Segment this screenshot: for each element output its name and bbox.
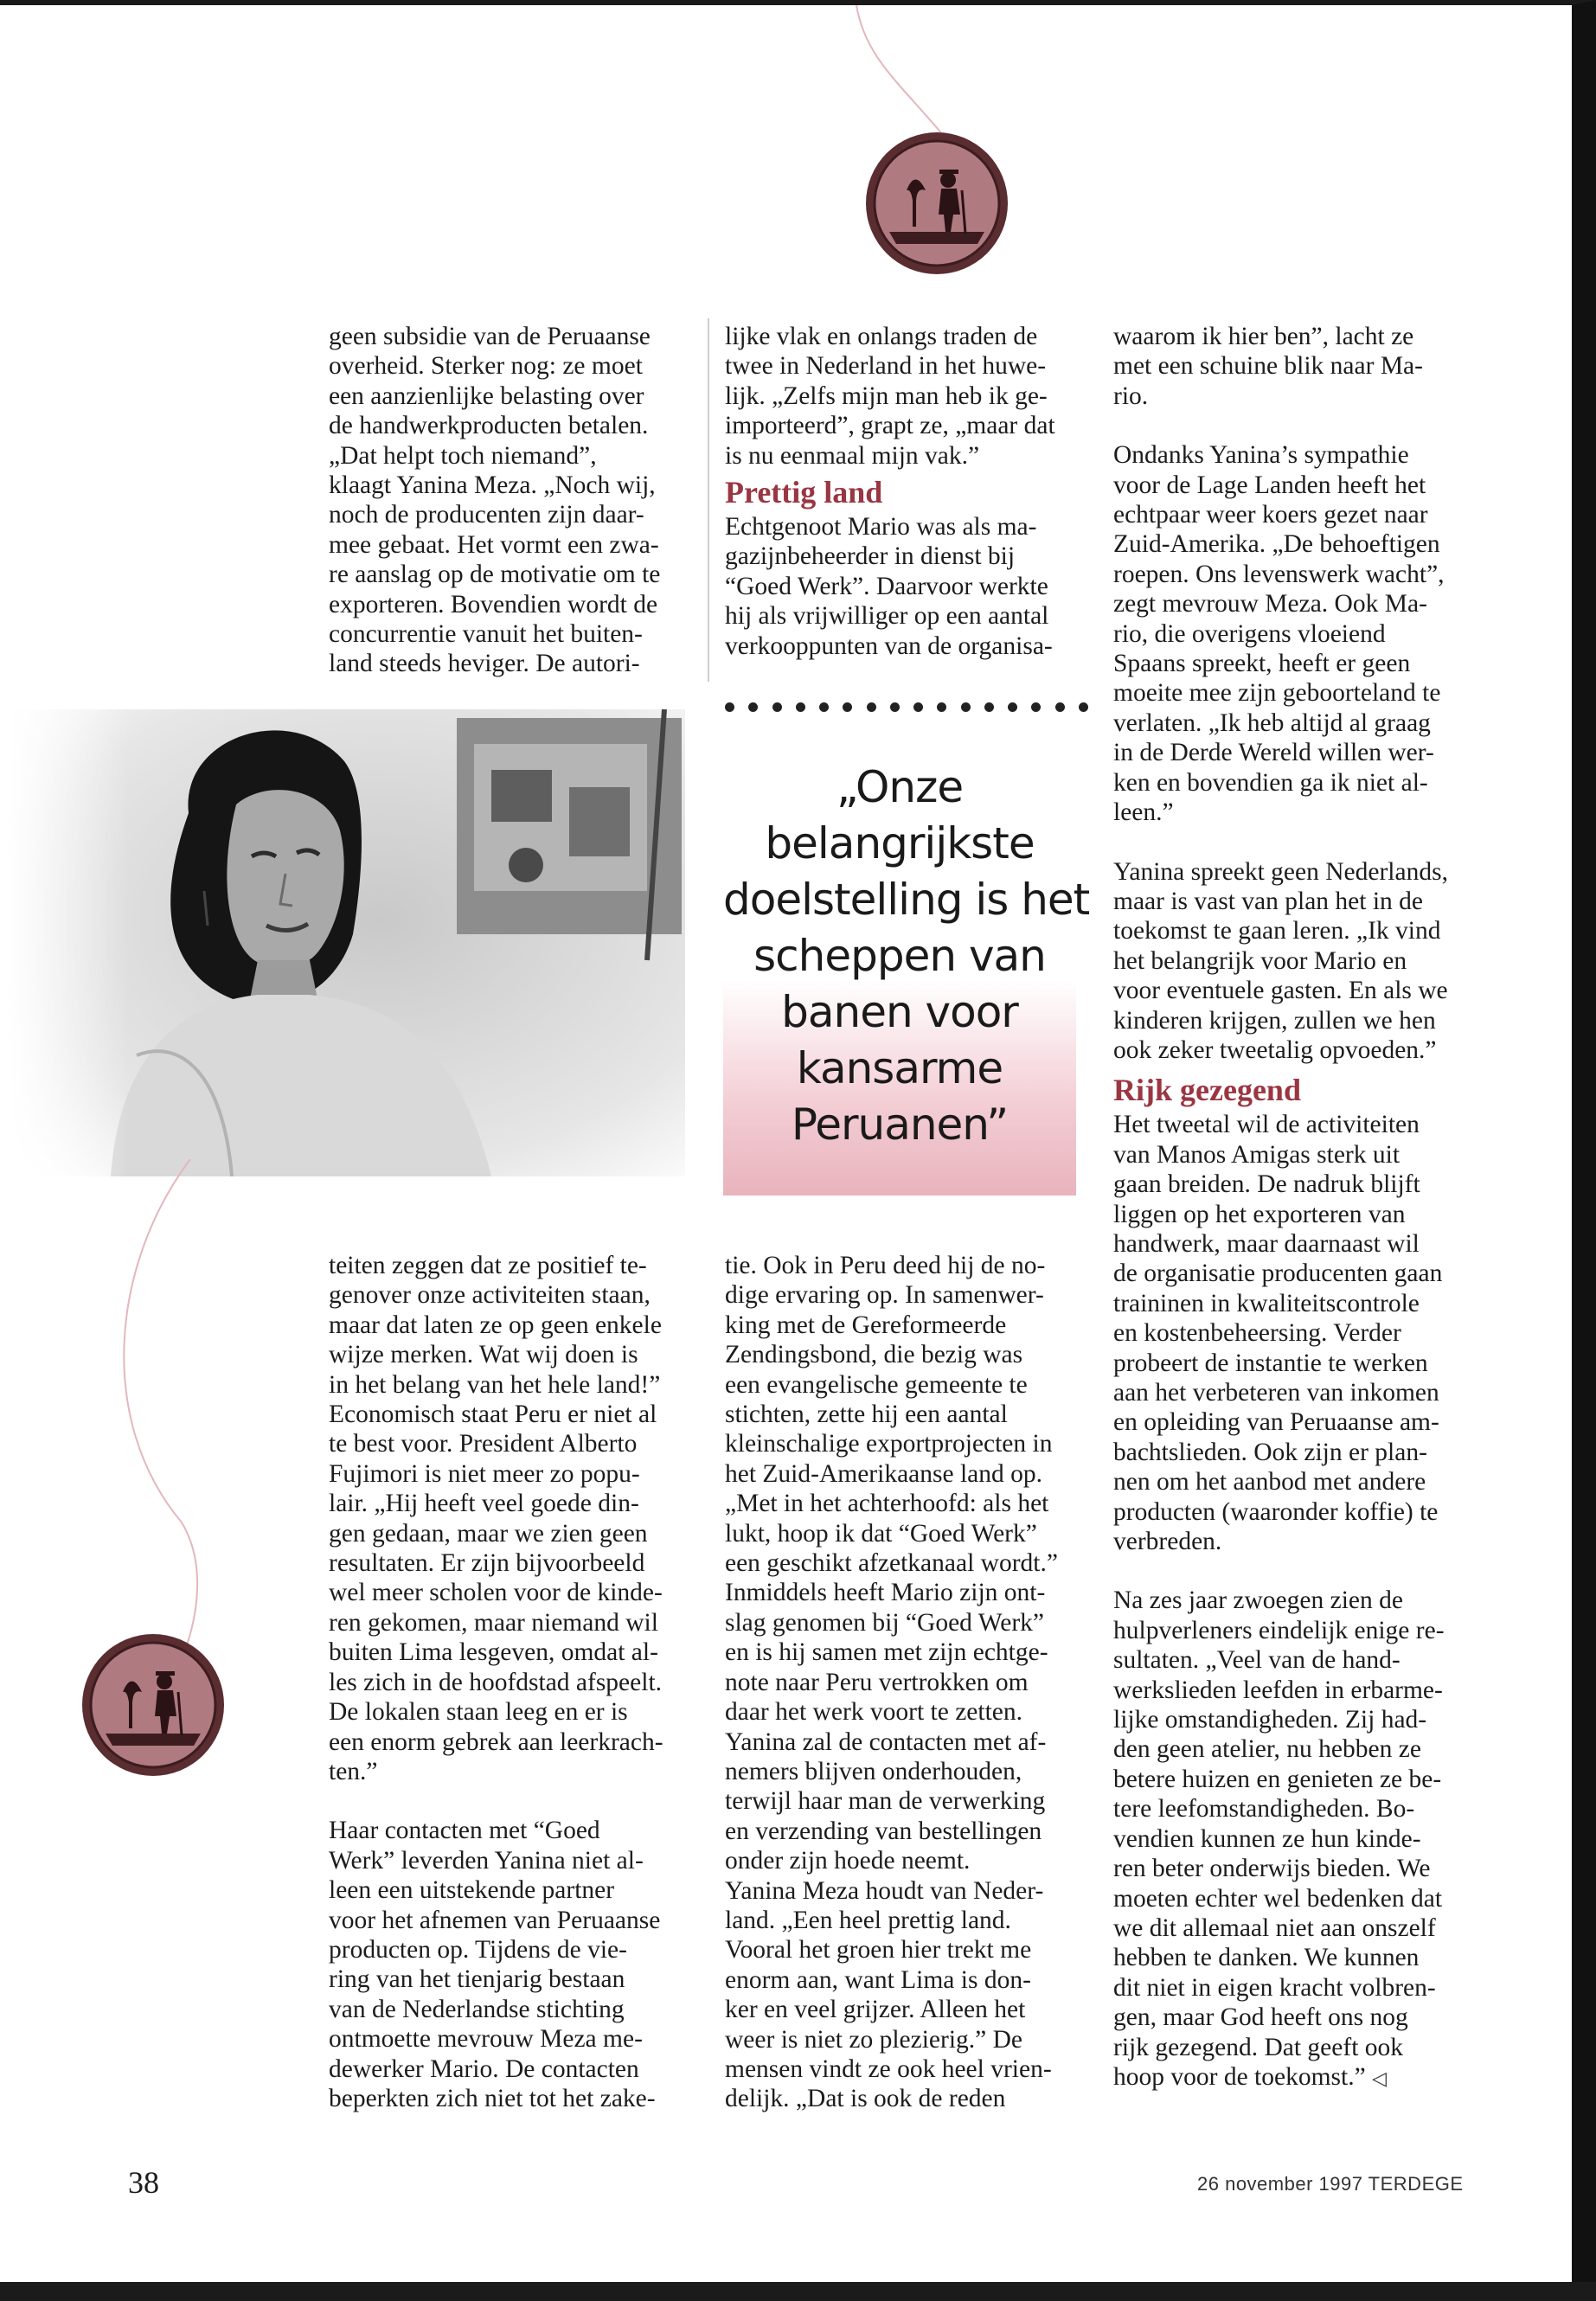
pull-quote — [723, 746, 1090, 1195]
text-line: in de Derde Wereld willen wer- — [1113, 739, 1434, 767]
text-line: les zich in de hoofdstad afspeelt. — [329, 1668, 663, 1696]
text-line: van de Nederlandse stichting — [329, 1995, 625, 2023]
text-line: in het belang van het hele land!” — [329, 1370, 661, 1399]
text-line: aan het verbeteren van inkomen — [1113, 1379, 1439, 1407]
text-line: terwijl haar man de verwerking — [725, 1787, 1046, 1816]
text-line: stichten, zette hij een aantal — [725, 1400, 1008, 1429]
text-line: voor het afnemen van Peruaanse — [329, 1906, 661, 1934]
text-line: geen subsidie van de Peruaanse — [329, 323, 651, 350]
text-line: den geen atelier, nu hebben ze — [1113, 1735, 1421, 1764]
text-line: moeten echter wel bedenken dat — [1113, 1884, 1443, 1913]
text-line: „Met in het achterhoofd: als het — [725, 1490, 1049, 1518]
text-line: hoop voor de toekomst.” — [1113, 2062, 1366, 2091]
paragraph — [329, 1251, 666, 1786]
text-line: ren gekomen, maar niemand wil — [329, 1608, 658, 1637]
text-line: en is hij samen met zijn echtge- — [725, 1638, 1048, 1667]
text-line: genover onze activiteiten staan, — [329, 1281, 651, 1310]
text-line: klaagt Yanina Meza. „Noch wij, — [329, 471, 656, 500]
quote-line: belangrijkste — [765, 818, 1035, 868]
text-line: liggen op het exporteren van — [1113, 1200, 1406, 1228]
text-line: teiten zeggen dat ze positief te- — [329, 1252, 647, 1279]
text-line: enorm aan, want Lima is don- — [725, 1965, 1031, 1994]
text-line: Haar contacten met “Goed — [329, 1817, 600, 1845]
column-1-bottom — [329, 1251, 666, 2113]
column-divider — [708, 318, 709, 682]
paragraph — [1113, 857, 1477, 1066]
quote-line: „Onze — [836, 762, 964, 812]
text-line: concurrentie vanuit het buiten- — [329, 620, 643, 649]
text-line: nemers blijven onderhouden, — [725, 1757, 1022, 1785]
text-line: delijk. „Dat is ook de reden — [725, 2085, 1006, 2113]
text-line: wel meer scholen voor de kinde- — [329, 1579, 663, 1607]
text-line: mee gebaat. Het vormt een zwa- — [329, 530, 659, 559]
text-line: Ondanks Yanina’s sympathie — [1113, 441, 1409, 470]
text-line: mensen vindt ze ook heel vrien- — [725, 2054, 1052, 2083]
text-line: Inmiddels heeft Mario zijn ont- — [725, 1579, 1046, 1607]
text-line: ring van het tienjarig bestaan — [329, 1965, 625, 1994]
text-line: king met de Gereformeerde — [725, 1311, 1007, 1339]
text-line: leen.” — [1113, 798, 1174, 827]
text-line: beperkten zich niet tot het zake- — [329, 2084, 656, 2112]
text-line: werkslieden leefden in erbarme- — [1113, 1676, 1443, 1704]
text-line: te best voor. President Alberto — [329, 1430, 638, 1458]
text-line: tie. Ook in Peru deed hij de no- — [725, 1252, 1046, 1279]
text-line: twee in Nederland in het huwe- — [725, 352, 1047, 381]
portrait-photo — [7, 709, 685, 1176]
text-line: dige ervaring op. In samenwer- — [725, 1281, 1044, 1310]
text-line: noch de producenten zijn daar- — [329, 501, 644, 529]
text-line: ten.” — [329, 1757, 378, 1785]
text-line: en kostenbeheersing. Verder — [1113, 1319, 1401, 1348]
text-line: Zendingsbond, die bezig was — [725, 1341, 1023, 1369]
subheading-prettig-land: Prettig land — [725, 475, 883, 510]
text-line: Het tweetal wil de activiteiten — [1113, 1111, 1420, 1139]
text-line: maar is vast van plan het in de — [1113, 887, 1423, 915]
paragraph — [1113, 1586, 1477, 2093]
quote-line: Peruanen” — [791, 1099, 1009, 1150]
text-line: betere huizen en genieten ze be- — [1113, 1765, 1442, 1793]
text-line: Echtgenoot Mario was als ma- — [725, 513, 1037, 542]
text-line: Spaans spreekt, heeft er geen — [1113, 650, 1411, 678]
text-line: tere leefomstandigheden. Bo- — [1113, 1795, 1415, 1823]
text-line: waarom ik hier ben”, lacht ze — [1113, 323, 1414, 350]
text-line: gazijnbeheerder in dienst bij — [725, 542, 1016, 571]
paragraph — [1113, 322, 1477, 411]
text-line: echtpaar weer koers gezet naar — [1113, 501, 1428, 529]
text-line: van Manos Amigas sterk uit — [1113, 1140, 1401, 1169]
paragraph — [1113, 440, 1477, 827]
text-line: lijke omstandigheden. Zij had- — [1113, 1706, 1427, 1734]
dotted-separator — [725, 702, 1088, 715]
text-line: producten op. Tijdens de vie- — [329, 1935, 627, 1964]
text-line: ker en veel grijzer. Alleen het — [725, 1996, 1026, 2024]
text-line: overheid. Sterker nog: ze moet — [329, 352, 643, 381]
text-line: weer is niet zo plezierig.” De — [725, 2025, 1023, 2054]
text-line: „Dat helpt toch niemand”, — [329, 441, 597, 470]
quote-line: banen voor — [781, 987, 1018, 1037]
text-line: voor eventuele gasten. En als we — [1113, 977, 1448, 1005]
text-line: en opleiding van Peruaanse am- — [1113, 1408, 1439, 1437]
page-number: 38 — [128, 2165, 159, 2200]
text-line: Fujimori is niet meer zo popu- — [329, 1459, 640, 1488]
text-line: kleinschalige exportprojecten in — [725, 1430, 1053, 1458]
text-line: exporteren. Bovendien wordt de — [329, 590, 658, 619]
text-line: verbreden. — [1113, 1528, 1222, 1556]
text-line: roepen. Ons levenswerk wacht”, — [1113, 560, 1445, 588]
text-line: een enorm gebrek aan leerkrach- — [329, 1727, 663, 1756]
text-line: hebben te danken. We kunnen — [1113, 1944, 1420, 1972]
text-line: land steeds heviger. De autori- — [329, 650, 640, 678]
text-line: we dit allemaal niet aan onszelf — [1113, 1913, 1436, 1942]
text-line: is nu eenmaal mijn vak.” — [725, 441, 980, 470]
text-line: het Zuid-Amerikaanse land op. — [725, 1459, 1042, 1488]
text-line: onder zijn hoede neemt. — [725, 1847, 971, 1875]
text-line: “Goed Werk”. Daarvoor werkte — [725, 572, 1048, 600]
text-line: moeite mee zijn geboorteland te — [1113, 679, 1441, 708]
text-line: het belangrijk voor Mario en — [1113, 946, 1407, 975]
paragraph — [329, 322, 666, 679]
quote-line: kansarme — [796, 1043, 1003, 1093]
text-line: handwerk, maar daarnaast wil — [1113, 1229, 1420, 1258]
text-line: resultaten. Er zijn bijvoorbeeld — [329, 1549, 645, 1578]
text-line: traininen in kwaliteitscontrole — [1113, 1289, 1420, 1317]
text-line: met een schuine blik naar Ma- — [1113, 352, 1423, 381]
text-line: verlaten. „Ik heb altijd al graag — [1113, 708, 1431, 737]
paragraph — [1113, 1110, 1477, 1556]
text-line: Yanina spreekt geen Nederlands, — [1113, 857, 1448, 886]
text-line: ontmoette mevrouw Meza me- — [329, 2025, 643, 2054]
paragraph — [329, 1816, 666, 2113]
text-line: gen, maar God heeft ons nog — [1113, 2003, 1408, 2032]
text-line: lukt, hoop ik dat “Goed Werk” — [725, 1519, 1037, 1548]
text-line: importeerd”, grapt ze, „maar dat — [725, 412, 1055, 440]
quote-line: scheppen van — [753, 931, 1046, 981]
text-line: voor de Lage Landen heeft het — [1113, 471, 1426, 499]
text-line: dit niet in eigen kracht volbren- — [1113, 1973, 1436, 2002]
paragraph — [725, 1251, 1088, 2114]
paragraph — [725, 322, 1088, 471]
text-line: hulpverleners eindelijk enige re- — [1113, 1616, 1445, 1644]
text-line: De lokalen staan leeg en er is — [329, 1698, 628, 1727]
text-line: Yanina zal de contacten met af- — [725, 1727, 1047, 1756]
page-bottom-edge — [0, 2282, 1596, 2301]
text-line: note naar Peru vertrokken om — [725, 1668, 1029, 1696]
text-line: wijze merken. Wat wij doen is — [329, 1341, 638, 1369]
text-line: een aanzienlijke belasting over — [329, 381, 644, 410]
text-line: de organisatie producenten gaan — [1113, 1259, 1443, 1288]
text-line: de handwerkproducten betalen. — [329, 412, 649, 440]
medallion-icon — [80, 1631, 227, 1779]
text-line: ook zeker tweetalig opvoeden.” — [1113, 1035, 1437, 1064]
subheading-rijk-gezegend: Rijk gezegend — [1113, 1073, 1301, 1108]
text-line: zegt mevrouw Meza. Ook Ma- — [1113, 590, 1427, 619]
text-line: vendien kunnen ze hun kinde- — [1113, 1824, 1421, 1853]
text-line: Yanina Meza houdt van Neder- — [725, 1876, 1044, 1905]
end-of-article-icon: ◁ — [1372, 2067, 1387, 2089]
text-line: een evangelische gemeente te — [725, 1370, 1028, 1399]
text-line: toekomst te gaan leren. „Ik vind — [1113, 917, 1441, 945]
text-line: kinderen krijgen, zullen we hen — [1113, 1006, 1436, 1035]
text-line: daar het werk voort te zetten. — [725, 1698, 1023, 1727]
text-line: sultaten. „Veel van de hand- — [1113, 1646, 1401, 1675]
text-line: rijk gezegend. Dat geeft ook — [1113, 2033, 1404, 2061]
text-line: land. „Een heel prettig land. — [725, 1906, 1011, 1934]
text-line: probeert de instantie te werken — [1113, 1349, 1428, 1377]
text-line: nen om het aanbod met andere — [1113, 1468, 1426, 1497]
column-2-bottom — [725, 1251, 1088, 2114]
column-2-top — [725, 322, 1088, 661]
text-line: gaan breiden. De nadruk blijft — [1113, 1170, 1420, 1199]
text-line: maar dat laten ze op geen enkele — [329, 1311, 662, 1339]
text-line: bachtslieden. Ook zijn er plan- — [1113, 1438, 1427, 1466]
footer-issue-date: 26 november 1997 TERDEGE — [1197, 2173, 1464, 2195]
column-1-top — [329, 322, 666, 679]
text-line: buiten Lima lesgeven, omdat al- — [329, 1638, 658, 1667]
text-line: producten (waaronder koffie) te — [1113, 1497, 1439, 1526]
text-line: dewerker Mario. De contacten — [329, 2054, 639, 2083]
text-line: re aanslag op de motivatie om te — [329, 561, 661, 589]
decorative-thread-left — [78, 1159, 225, 1678]
text-line: lijke vlak en onlangs traden de — [725, 323, 1038, 350]
text-line: gen gedaan, maar we zien geen — [329, 1519, 648, 1548]
text-line: en verzending van bestellingen — [725, 1817, 1042, 1845]
text-line: hij als vrijwilliger op een aantal — [725, 602, 1049, 631]
quote-line: doelstelling is het — [723, 875, 1090, 925]
text-line: Na zes jaar zwoegen zien de — [1113, 1586, 1403, 1615]
paragraph — [725, 512, 1088, 661]
text-line: Zuid-Amerika. „De behoeftigen — [1113, 530, 1440, 559]
column-3 — [1113, 322, 1477, 2093]
text-line: ren beter onderwijs bieden. We — [1113, 1855, 1431, 1883]
text-line: Vooral het groen hier trekt me — [725, 1936, 1032, 1965]
text-line: Werk” leverden Yanina niet al- — [329, 1846, 644, 1875]
text-line: ken en bovendien ga ik niet al- — [1113, 768, 1428, 797]
text-line: lair. „Hij heeft veel goede din- — [329, 1490, 639, 1518]
text-line: leen een uitstekende partner — [329, 1876, 615, 1905]
text-line: rio, die overigens vloeiend — [1113, 619, 1386, 648]
text-line: slag genomen bij “Goed Werk” — [725, 1608, 1044, 1637]
text-line: rio. — [1113, 381, 1149, 410]
text-line: een geschikt afzetkanaal wordt.” — [725, 1549, 1058, 1578]
text-line: verkooppunten van de organisa- — [725, 631, 1053, 660]
medallion-icon — [863, 130, 1010, 277]
text-line: lijk. „Zelfs mijn man heb ik ge- — [725, 381, 1048, 410]
text-line: Economisch staat Peru er niet al — [329, 1400, 657, 1429]
